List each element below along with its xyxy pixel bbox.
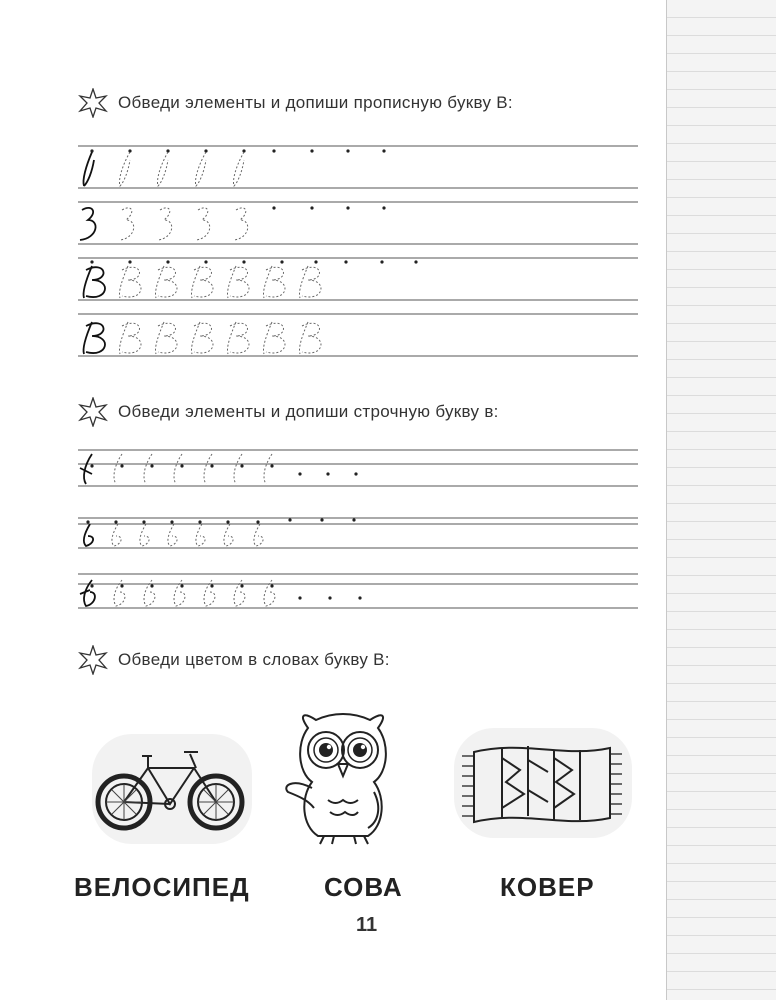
owl-illustration: [278, 708, 408, 848]
task-uppercase: [78, 88, 513, 118]
word-sova[interactable]: СОВА: [324, 872, 403, 902]
star-icon: [78, 88, 108, 118]
task-color-text: Обведи цветом в словах букву В:: [118, 650, 390, 669]
star-icon: [78, 645, 108, 675]
task-uppercase-text: Обведи элементы и допиши прописную букву В:: [118, 93, 513, 112]
word-velosiped[interactable]: ВЕЛОСИПЕД: [74, 872, 250, 902]
rug-illustration: [454, 728, 632, 838]
star-icon: [78, 397, 108, 427]
bicycle-illustration: [92, 734, 252, 844]
word-kover[interactable]: КОВЕР: [500, 872, 595, 902]
lowercase-writing-lines[interactable]: [78, 444, 638, 614]
page-number: 11: [356, 914, 378, 936]
next-page-edge: [666, 0, 776, 1000]
task-color: [78, 645, 390, 675]
task-lowercase: [78, 397, 499, 427]
uppercase-writing-lines[interactable]: [78, 140, 638, 362]
task-lowercase-text: Обведи элементы и допиши строчную букву в:: [118, 402, 499, 421]
